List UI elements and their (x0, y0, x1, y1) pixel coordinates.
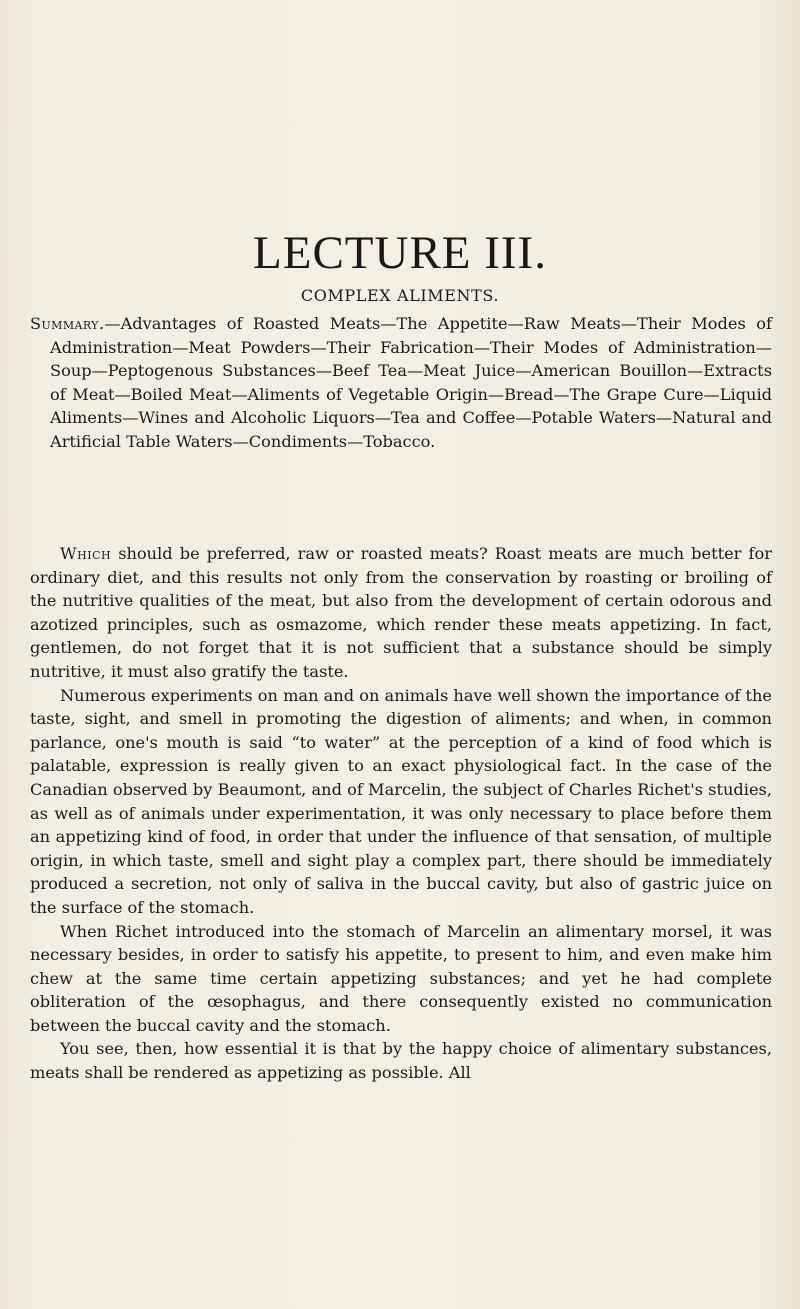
paragraph-2 (30, 684, 772, 920)
paragraph-1 (30, 542, 772, 684)
chapter-subheading: COMPLEX ALIMENTS. (300, 286, 500, 305)
summary-text: —Advantages of Roasted Meats—The Appetite—Raw Meats—Their Modes of Administration—Meat Powders—Their Fabrication—Their Modes of Administration—Soup—Peptogenous Substances—Beef Tea—Meat Juice—American Bouillon—Extracts of Meat—Boiled Meat—Aliments of Vegetable Origin—Bread—The Grape Cure—Liquid Aliments—Wines and Alcoholic Liquors—Tea and Coffee—Potable Waters—Natural and Artificial Table Waters—Condiments—Tobacco. (50, 314, 772, 451)
body-text (30, 542, 772, 1085)
summary-label: Summary. (30, 314, 105, 333)
paragraph-4-text: You see, then, how essential it is that by the happy choice of alimentary substances, meats shall be rendered as appetizing as possible. All (30, 1039, 772, 1083)
paragraph-3 (30, 920, 772, 1038)
paragraph-3-text: When Richet introduced into the stomach of Marcelin an alimentary morsel, it was necessary besides, in order to satisfy his appetite, to present to him, and even make him chew at the same time certain appetizing substances; and yet he had complete obliteration of the œsophagus, and there consequently existed no communication between the buccal cavity and the stomach. (30, 921, 772, 1035)
paragraph-2-text: Numerous experiments on man and on animals have well shown the importance of the taste, sight, and smell in promoting the digestion of aliments; and when, in common parlance, one's mouth is said “to water” at the perception of a kind of food which is palatable, expression is really given to an exact physiological fact. In the case of the Canadian observed by Beaumont, and of Marcelin, the subject of Charles Richet's studies, as well as of animals under experimentation, it was only necessary to place before them an appetizing kind of food, in order that under the influence of that sensation, of multiple origin, in which taste, smell and sight play a complex part, there should be immediately produced a secretion, not only of saliva in the buccal cavity, but also of gastric juice on the surface of the stomach. (30, 685, 773, 917)
lecture-heading: LECTURE III. (253, 227, 547, 279)
paragraph-1-lead: Which (60, 544, 112, 563)
paragraph-1-text: should be preferred, raw or roasted meats? Roast meats are much better for ordinary diet, and this results not only from the conservation by roasting or broiling of the nutritive qualities of the meat, but also from the development of certain odorous and azotized principles, such as osmazome, which render these meats appetizing. In fact, gentlemen, do not forget that it is not sufficient that a substance should be simply nutritive, it must also gratify the taste. (30, 544, 772, 681)
paragraph-4 (30, 1037, 772, 1084)
summary-paragraph (30, 312, 772, 454)
